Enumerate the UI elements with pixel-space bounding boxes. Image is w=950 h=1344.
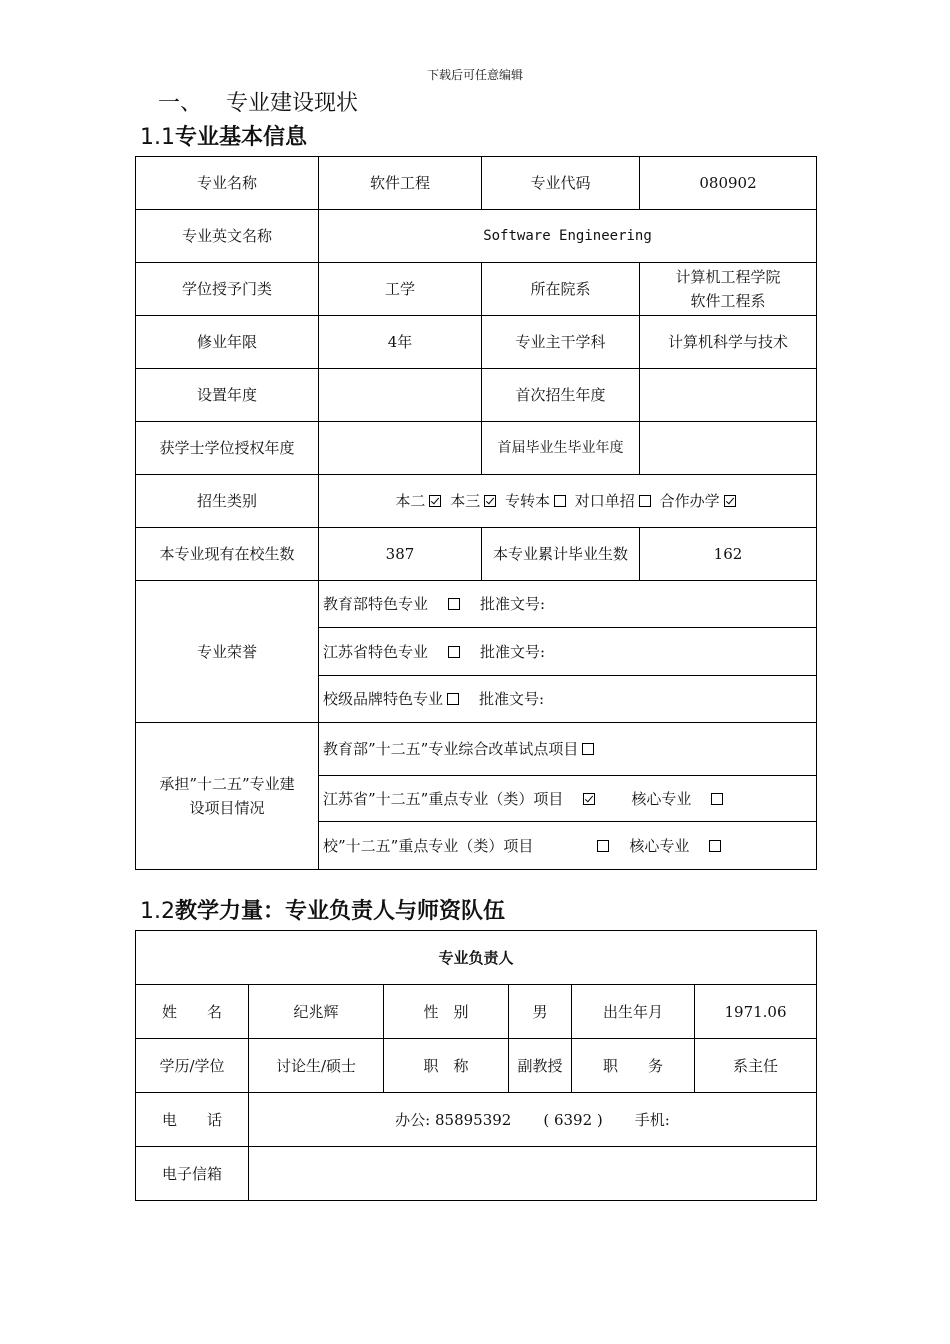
major-code-label: 专业代码 [482, 157, 640, 210]
leader-birth-label: 出生年月 [572, 985, 695, 1039]
leader-table-title: 专业负责人 [136, 931, 817, 985]
leader-rank-label: 职 称 [384, 1039, 509, 1093]
core-major-label: 核心专业 [629, 836, 690, 855]
honor-approval: 批准文号: [480, 642, 546, 661]
basic-info-table [135, 156, 817, 870]
honor-checkbox[interactable] [448, 646, 460, 658]
main-subject-value: 计算机科学与技术 [640, 316, 817, 369]
honor-name: 校级品牌特色专业 [323, 690, 444, 708]
english-name-value: Software Engineering [319, 210, 817, 263]
honor-label: 专业荣誉 [136, 581, 319, 723]
enroll-category-label: 招生类别 [136, 475, 319, 528]
degree-auth-year-label: 获学士学位授权年度 [136, 422, 319, 475]
main-subject-label: 专业主干学科 [482, 316, 640, 369]
enroll-option-label: 合作办学 [659, 492, 720, 510]
phone-extension: ( 6392 ) [543, 1110, 603, 1129]
section-title: 专业建设现状 [226, 91, 359, 116]
major-name-label: 专业名称 [136, 157, 319, 210]
enroll-category-options [319, 475, 817, 528]
honor-row [319, 628, 817, 676]
first-enroll-year-label: 首次招生年度 [482, 369, 640, 422]
major-name-value: 软件工程 [319, 157, 482, 210]
setup-year-value [319, 369, 482, 422]
project-row [319, 723, 817, 776]
enroll-option-label: 本三 [450, 492, 481, 510]
honor-checkbox[interactable] [448, 598, 460, 610]
enroll-option-checkbox[interactable] [484, 495, 496, 507]
subsection-title: 专业基本信息 [175, 125, 308, 150]
leader-name-value: 纪兆辉 [249, 985, 384, 1039]
honor-approval: 批准文号: [480, 595, 546, 613]
degree-category-label: 学位授予门类 [136, 263, 319, 316]
phone-office: 办公: 85895392 [395, 1110, 512, 1129]
subsection-title: 教学力量：专业负责人与师资队伍 [175, 899, 506, 924]
enroll-option-label: 本二 [395, 492, 426, 510]
degree-auth-year-value [319, 422, 482, 475]
subsection-heading-1-2 [140, 894, 505, 925]
project-name: 教育部”十二五”专业综合改革试点项目 [323, 740, 579, 758]
leader-rank-value: 副教授 [509, 1039, 572, 1093]
setup-year-label: 设置年度 [136, 369, 319, 422]
leader-post-label: 职 务 [572, 1039, 695, 1093]
project-name: 校”十二五”重点专业（类）项目 [323, 836, 534, 855]
leader-name-label: 姓 名 [136, 985, 249, 1039]
current-students-value: 387 [319, 528, 482, 581]
project-checkbox[interactable] [582, 743, 594, 755]
first-enroll-year-value [640, 369, 817, 422]
section-heading [158, 86, 358, 117]
first-graduate-year-value [640, 422, 817, 475]
core-major-checkbox[interactable] [711, 793, 723, 805]
project-checkbox[interactable] [583, 793, 595, 805]
department-value-college: 计算机工程学院 [675, 268, 781, 286]
leader-post-value: 系主任 [695, 1039, 817, 1093]
honor-checkbox[interactable] [447, 693, 459, 705]
honor-name: 教育部特色专业 [323, 595, 429, 613]
honor-row [319, 676, 817, 723]
enroll-option-label: 对口单招 [574, 492, 635, 510]
enroll-option-checkbox[interactable] [639, 495, 651, 507]
subsection-number: 1.2 [140, 899, 175, 924]
leader-gender-value: 男 [509, 985, 572, 1039]
subsection-heading-1-1 [140, 120, 307, 151]
enroll-option-checkbox[interactable] [724, 495, 736, 507]
leader-gender-label: 性 别 [384, 985, 509, 1039]
project-name: 江苏省”十二五”重点专业（类）项目 [323, 789, 564, 808]
current-students-label: 本专业现有在校生数 [136, 528, 319, 581]
degree-category-value: 工学 [319, 263, 482, 316]
section-number: 一、 [158, 91, 203, 116]
project-row [319, 822, 817, 870]
leader-email-value [249, 1147, 817, 1201]
english-name-label: 专业英文名称 [136, 210, 319, 263]
total-graduates-value: 162 [640, 528, 817, 581]
leader-email-label: 电子信箱 [136, 1147, 249, 1201]
study-years-value: 4年 [319, 316, 482, 369]
first-graduate-year-label: 首届毕业生毕业年度 [482, 422, 640, 475]
department-value-dept: 软件工程系 [690, 292, 766, 310]
project-checkbox[interactable] [597, 840, 609, 852]
enroll-option-checkbox[interactable] [554, 495, 566, 507]
project-label-line-1: 承担”十二五”专业建 [159, 775, 295, 793]
honor-row [319, 581, 817, 628]
honor-name: 江苏省特色专业 [323, 642, 429, 661]
project-row [319, 776, 817, 822]
enroll-option-label: 专转本 [504, 492, 550, 510]
project-label [136, 723, 319, 870]
leader-education-value: 讨论生/硕士 [249, 1039, 384, 1093]
total-graduates-label: 本专业累计毕业生数 [482, 528, 640, 581]
enroll-option-checkbox[interactable] [429, 495, 441, 507]
department-value [640, 263, 817, 316]
leader-birth-value: 1971.06 [695, 985, 817, 1039]
leader-phone-label: 电 话 [136, 1093, 249, 1147]
leader-phone-value [249, 1093, 817, 1147]
leader-table [135, 930, 817, 1201]
honor-approval: 批准文号: [479, 690, 545, 708]
leader-education-label: 学历/学位 [136, 1039, 249, 1093]
study-years-label: 修业年限 [136, 316, 319, 369]
major-code-value: 080902 [640, 157, 817, 210]
header-note: 下载后可任意编辑 [426, 68, 523, 82]
phone-mobile: 手机: [634, 1110, 670, 1129]
subsection-number: 1.1 [140, 125, 175, 150]
project-label-line-2: 设项目情况 [189, 799, 265, 817]
department-label: 所在院系 [482, 263, 640, 316]
core-major-checkbox[interactable] [709, 840, 721, 852]
core-major-label: 核心专业 [631, 789, 692, 808]
